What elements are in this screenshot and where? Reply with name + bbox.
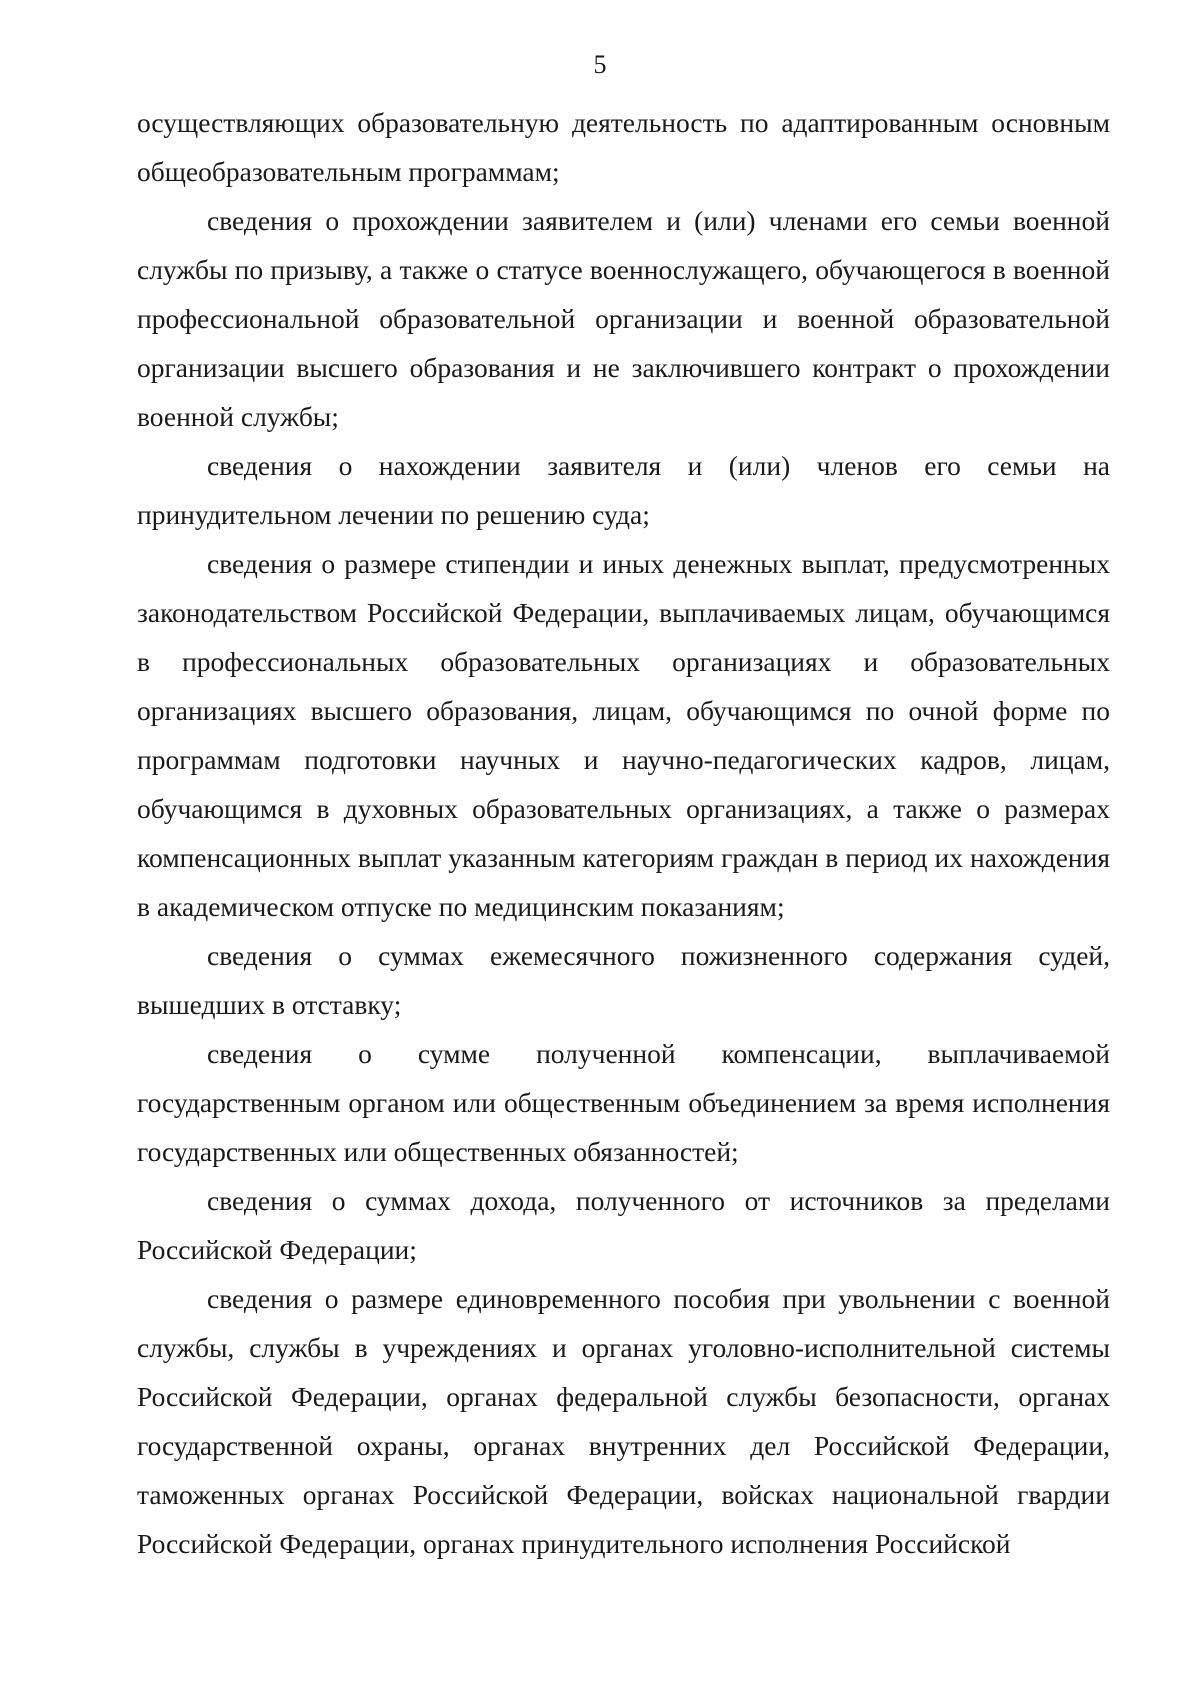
paragraph-stipend: сведения о размере стипендии и иных денежных выплат, предусмотренных законодательством Российской Федерации, выплачиваемых лицам, обучающимся в профессиональных образовательных организациях и образовательных организациях высшего образования, лицам, обучающимся по очной форме по программам подготовки научных и научно-педагогических кадров, лицам, обучающимся в духовных образовательных организациях, а также о размерах компенсационных выплат указанным категориям граждан в период их нахождения в академическом отпуске по медицинским показаниям;: [137, 548, 1110, 922]
paragraph-continuation: осуществляющих образовательную деятельность по адаптированным основным общеобразовательным программам;: [137, 107, 1110, 187]
paragraph-judges-allowance: сведения о суммах ежемесячного пожизненного содержания судей, вышедших в отставку;: [137, 940, 1110, 1020]
paragraph-compensation: сведения о сумме полученной компенсации, выплачиваемой государственным органом или общественным объединением за время исполнения государственных или общественных обязанностей;: [137, 1038, 1110, 1167]
page-number: 5: [593, 50, 607, 79]
document-body: [137, 98, 1110, 1568]
paragraph-military-service: сведения о прохождении заявителем и (или) членами его семьи военной службы по призыву, а также о статусе военнослужащего, обучающегося в военной профессиональной образовательной организации и военной образовательной организации высшего образования и не заключившего контракт о прохождении военной службы;: [137, 205, 1110, 432]
paragraph-severance-allowance: сведения о размере единовременного пособия при увольнении с военной службы, службы в учреждениях и органах уголовно-исполнительной системы Российской Федерации, органах федеральной службы безопасности, органах государственной охраны, органах внутренних дел Российской Федерации, таможенных органах Российской Федерации, войсках национальной гвардии Российской Федерации, органах принудительного исполнения Российской: [137, 1283, 1110, 1559]
paragraph-compulsory-treatment: сведения о нахождении заявителя и (или) членов его семьи на принудительном лечении по решению суда;: [137, 450, 1110, 530]
paragraph-foreign-income: сведения о суммах дохода, полученного от источников за пределами Российской Федерации;: [137, 1185, 1110, 1265]
